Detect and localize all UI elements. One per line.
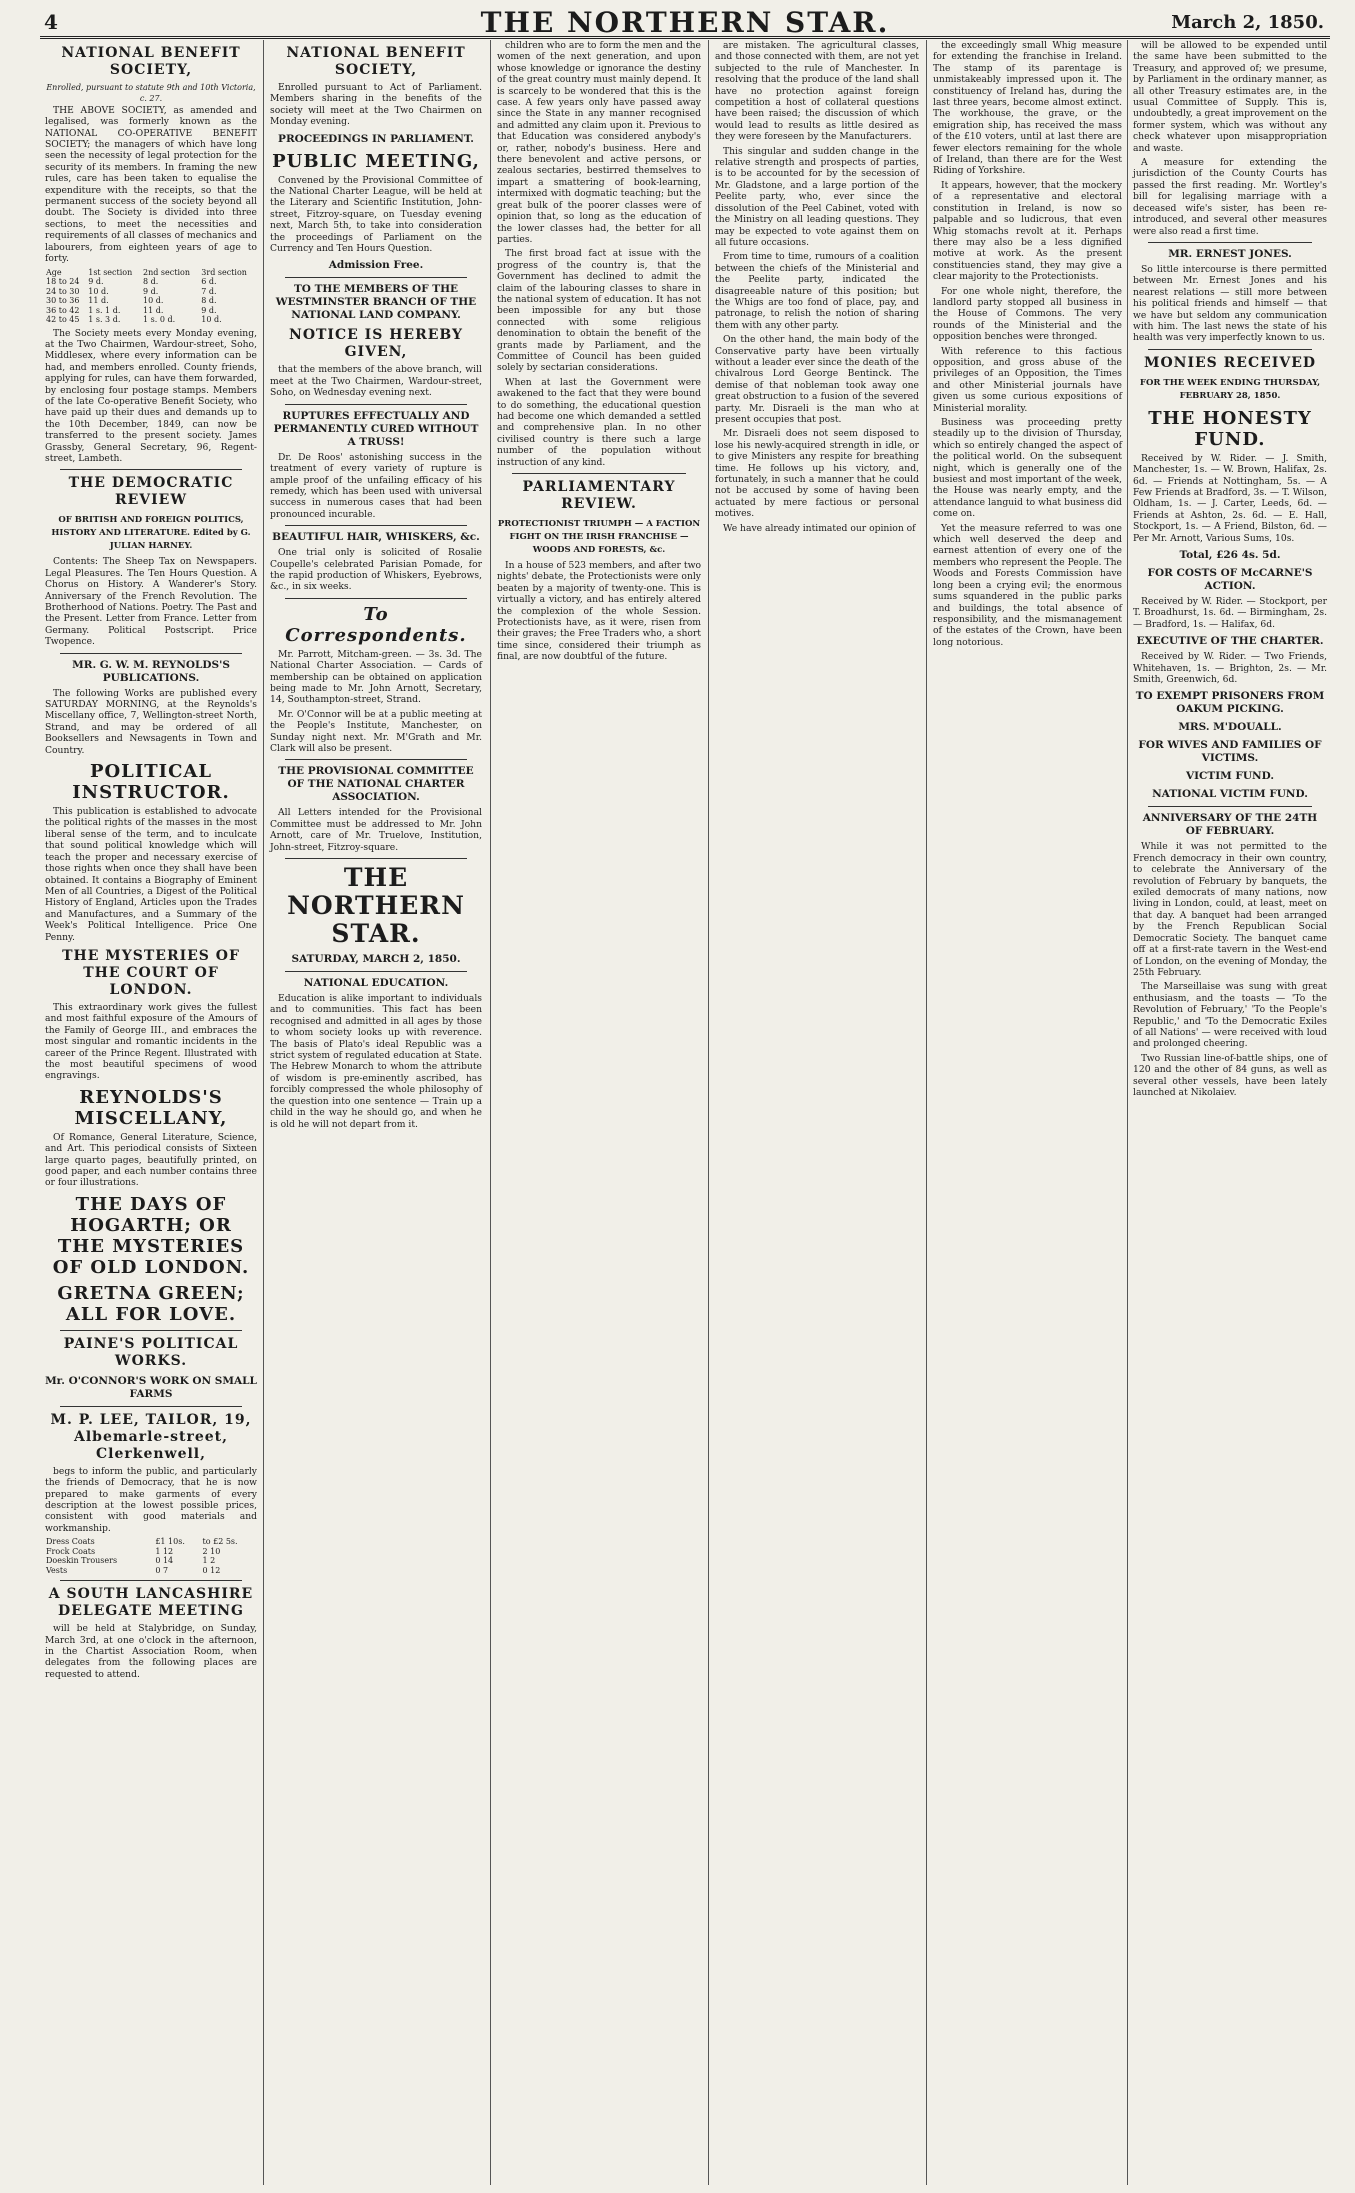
col6-text-end: Two Russian line-of-battle ships, one of 120 and the other of 84 guns, as well as several other vessels, have been lately launched at Nikolaiev.	[1133, 1052, 1327, 1098]
dh-title: THE DAYS OF HOGARTH; OR THE MYSTERIES OF OLD LONDON.	[52, 1193, 250, 1278]
nb-body-2: The Society meets every Monday evening, at the Two Chairmen, Wardour-street, Soho, Middlesex, where every information can be had, and members enrolled. County friends, applying for rules, can have them forwarded, by enclosing four postage stamps. Members of the late Co-operative Benefit Society, who have paid up their dues and demands up to the 10th December, 1849, can now be transferred to the present society. James Grassby, General Secretary, 96, Regent-street, Lambeth.	[45, 327, 257, 464]
rm-text: Of Romance, General Literature, Science, and Art. This periodical consists of Sixteen large quarto pages, beautifully printed, on good paper, and each number contains three or four illustrations.	[45, 1131, 257, 1189]
col3-text-2: The first broad fact at issue with the progress of the country is, that the Government has declined to admit the claim of the labouring classes to share in the national system of education. It has not been impossible for any but those connected with some religious denomination to obtain the benefit of the grants made by Parliament, and the Committee of Council has been guided solely by sectarian considerations.	[497, 248, 701, 374]
table-row: 30 to 36 11 d. 10 d. 8 d.	[46, 296, 217, 305]
price-table	[45, 1537, 257, 1575]
exec-text: Received by W. Rider. — Two Friends, Whitehaven, 1s. — Brighton, 2s. — Mr. Smith, Greenwich, 6d.	[1133, 651, 1327, 686]
table-row: 36 to 42 1 s. 1 d. 11 d. 9 d.	[46, 305, 217, 315]
col4-text-1: are mistaken. The agricultural classes, and those connected with them, are not yet subjected to the rule of Manchester. In resolving that the produce of the land shall have no protection against foreign competition a host of collateral questions have been raised; the discussion of which would lead to results as little desired as they were foreseen by the Manufacturers.	[715, 40, 919, 143]
corr-title: To Correspondents.	[285, 603, 467, 646]
lee-text: begs to inform the public, and particularly the friends of Democracy, that he is now prepared to make garments of every description at the lowest possible prices, consistent with good materials and workmanship.	[45, 1465, 257, 1534]
oconnor-title: Mr. O'CONNOR'S WORK ON SMALL FARMS	[45, 1374, 257, 1400]
column-6	[1130, 40, 1330, 2185]
col4-text-3: From time to time, rumours of a coalition between the chiefs of the Ministerial and the Peelite party, indicated the disagreeable nature of this position; but the Whigs are too fond of place, pay, and patronage, to relish the notion of sharing them with any other party.	[715, 251, 919, 331]
column-1	[42, 40, 260, 2185]
oakum-title: TO EXEMPT PRISONERS FROM OAKUM PICKING.	[1135, 690, 1325, 716]
costs-text: Received by W. Rider. — Stockport, per T. Broadhurst, 1s. 6d. — Birmingham, 2s. — Bradford, 1s. — Halifax, 6d.	[1133, 596, 1327, 630]
notice-text: that the members of the above branch, will meet at the Two Chairmen, Wardour-street, Soho, on Wednesday evening next.	[270, 364, 482, 399]
costs-title: FOR COSTS OF McCARNE'S ACTION.	[1147, 567, 1313, 592]
col5-text-2: It appears, however, that the mockery of a representative and electoral constitution in Ireland, is now so palpable and so ludicrous, that even Whig stomachs revolt at it. Perhaps there may also be a less dignified motive at work. As the present constituencies stand, they may give a clear majority to the Protectionists.	[933, 179, 1122, 283]
mc-text: This extraordinary work gives the fullest and most faithful exposure of the Amours of the Family of George III., and embraces the most singular and romantic incidents in the career of the Prince Regent. Illustrated with the most beautiful specimens of wood engravings.	[45, 1001, 257, 1082]
nbs2-title: NATIONAL BENEFIT SOCIETY,	[286, 45, 466, 78]
dr-title: THE DEMOCRATIC REVIEW	[68, 475, 234, 509]
col6-text-2: A measure for extending the jurisdiction of the County Courts has passed the first reading. Mr. Wortley's bill for legalising marriage with a deceased wife's sister, has been re-introduced, and several other measures were also read a first time.	[1133, 157, 1327, 237]
column-5	[930, 40, 1125, 2185]
ne-text: Education is alike important to individuals and to communities. This fact has been recognised and admitted in all ages by those to whom society looks up with reverence. The basis of Plato's ideal Republic was a strict system of regulated education at State. The Hebrew Monarch to whom the attribute of wisdom is pre-eminently ascribed, has forcibly compressed the whole philosophy of the question into one sentence — Train up a child in the way he should go, and when he is old he will not depart from it.	[270, 993, 482, 1130]
corr-text: Mr. Parrott, Mitcham-green. — 3s. 3d. The National Charter Association. — Cards of membership can be obtained on application being made to Mr. John Arnott, Secretary, 14, Southampton-street, Strand.	[270, 648, 482, 706]
mc-title: THE MYSTERIES OF THE COURT OF LONDON.	[62, 947, 240, 998]
exec-title: EXECUTIVE OF THE CHARTER.	[1136, 635, 1324, 648]
hf-text: Received by W. Rider. — J. Smith, Manchester, 1s. — W. Brown, Halifax, 2s. 6d. — Friends at Nottingham, 5s. — A Few Friends at Bradford, 3s. — T. Wilson, Oldham, 1s. — J. Carter, Leeds, 6d. — Friends at Ashton, 2s. 6d. — E. Hall, Stockport, 1s. — A Friend, Bilston, 6d. — Per Mr. Arnott, Various Sums, 10s.	[1133, 452, 1327, 544]
prov-title: THE PROVISIONAL COMMITTEE OF THE NATIONAL CHARTER ASSOCIATION.	[278, 765, 474, 804]
bald-title: BEAUTIFUL HAIR, WHISKERS, &c.	[272, 531, 480, 544]
nvf-title: NATIONAL VICTIM FUND.	[1152, 788, 1308, 801]
je-title: MR. ERNEST JONES.	[1168, 247, 1292, 260]
ns-date: SATURDAY, MARCH 2, 1850.	[291, 953, 461, 966]
newspaper-title: THE NORTHERN STAR.	[480, 6, 890, 39]
wj-title: FOR WIVES AND FAMILIES OF VICTIMS.	[1138, 739, 1322, 765]
table-row: Doeskin Trousers 0 14 1 2	[46, 1556, 216, 1566]
issue-date: March 2, 1850.	[1171, 12, 1324, 33]
col5-text-6: Yet the measure referred to was one which well deserved the deep and earnest attention of every one of the members who represent the People. The Woods and Forests Commission have long been a crying evil; the enormous sums squandered in the public parks and buildings, the total absence of responsibility, and the mismanagement of the estates of the Crown, have been long notorious.	[933, 522, 1122, 648]
pi-text: This publication is established to advocate the political rights of the masses in the most liberal sense of the term, and to inculcate that sound political knowledge which will teach the proper and necessary exercise of those rights when once they shall have been obtained. It contains a Biography of Eminent Men of all Countries, a Digest of the Political History of England, Articles upon the Trades and Manufactures, and a Summary of the Week's Political Intelligence. Price One Penny.	[45, 806, 257, 943]
col5-text-1: the exceedingly small Whig measure for extending the franchise in Ireland. The stamp of its parentage is unmistakeably impressed upon it. The constituency of Ireland has, during the last three years, become almost extinct. The workhouse, the grave, or the emigration ship, has received the mass of the £10 voters, until at last there are fewer electors remaining for the whole of Ireland, than there are for the West Riding of Yorkshire.	[933, 40, 1122, 177]
table-row: 42 to 45 1 s. 3 d. 1 s. 0 d. 10 d.	[46, 315, 222, 324]
col6-text-1: will be allowed to be expended until the same have been submitted to the Treasury, and approved of; we presume, by Parliament in the ordinary manner, as all other Treasury estimates are, in the usual Committee of Supply. This is, undoubtedly, a great improvement on the former system, which was without any check whatever upon misappropriation and waste.	[1133, 40, 1327, 154]
hf-title: THE HONESTY FUND.	[1148, 407, 1312, 450]
table-row: Vests 0 7 0 12	[46, 1565, 221, 1575]
col5-text-4: With reference to this factious opposition, and gross abuse of the privileges of an Opposition, the Times and other Ministerial journals have given us some curious expositions of Ministerial morality.	[933, 345, 1122, 414]
mdouall-title: MRS. M'DOUALL.	[1178, 721, 1282, 734]
lee-title: M. P. LEE, TAILOR, 19, Albemarle-street, Clerkenwell,	[50, 1411, 252, 1462]
pi-title: POLITICAL INSTRUCTOR.	[72, 761, 230, 804]
column-4	[712, 40, 922, 2185]
mr-sub: FOR THE WEEK ENDING THURSDAY, FEBRUARY 28, 1850.	[1139, 377, 1321, 401]
gwm-title: MR. G. W. M. REYNOLDS'S PUBLICATIONS.	[72, 658, 230, 684]
paine-title: PAINE'S POLITICAL WORKS.	[63, 1335, 239, 1369]
column-2	[267, 40, 485, 2185]
ne-title: NATIONAL EDUCATION.	[303, 977, 449, 990]
col5-text-5: Business was proceeding pretty steadily up to the division of Thursday, which so entirely changed the aspect of the political world. On the subsequent night, which is generally one of the busiest and most important of the week, the House was nearly empty, and the attendance languid to what business did come on.	[933, 417, 1122, 520]
pp-title: PROCEEDINGS IN PARLIAMENT.	[278, 132, 474, 145]
je-text: So little intercourse is there permitted between Mr. Ernest Jones and his nearest relations — still more between his political friends and himself — that we have but seldom any communication with him. The last news the state of his health was very imperfectly known to us.	[1133, 263, 1327, 344]
col3-text-3: When at last the Government were awakened to the fact that they were bound to do something, the educational question had become one which demanded a settled and comprehensive plan. In no other civilised country is there such a large number of the population without instruction of any kind.	[497, 376, 701, 468]
table-row: 18 to 24 9 d. 8 d. 6 d.	[46, 277, 217, 286]
gg-title: GRETNA GREEN; ALL FOR LOVE.	[57, 1282, 245, 1325]
nb-subtitle: Enrolled, pursuant to statute 9th and 10th Victoria, c. 27.	[46, 83, 256, 104]
notice-title: NOTICE IS HEREBY GIVEN,	[289, 327, 463, 361]
pm-title: PUBLIC MEETING,	[272, 150, 480, 172]
dr-text: Contents: The Sheep Tax on Newspapers. Legal Pleasures. The Ten Hours Question. A Chorus on History. A Wanderer's Story. Anniversary of the French Revolution. The Brotherhood of Nations. Poetry. The Past and the Present. Letter from France. Letter from Germany. Political Postscript. Price Twopence.	[45, 556, 257, 648]
pr-title: PARLIAMENTARY REVIEW.	[522, 479, 676, 513]
ns-title: THE NORTHERN STAR.	[287, 863, 465, 949]
table-row: 24 to 30 10 d. 9 d. 7 d.	[46, 286, 217, 296]
dr-sub: OF BRITISH AND FOREIGN POLITICS, HISTORY AND LITERATURE. Edited by G. JULIAN HARNEY.	[51, 515, 251, 552]
page-number: 4	[44, 10, 58, 34]
col4-text-5: Mr. Disraeli does not seem disposed to lose his newly-acquired strength in idle, or to give Ministers any respite for breathing time. He follows up his victory, and, fortunately, in such a manner that he could not be accused by some of having been actuated by mere factious or personal motives.	[715, 428, 919, 520]
bald-text: One trial only is solicited of Rosalie Coupelle's celebrated Parisian Pomade, for the rapid production of Whiskers, Eyebrows, &c., in six weeks.	[270, 547, 482, 593]
nbs2-text: Enrolled pursuant to Act of Parliament. Members sharing in the benefits of the society will meet at the Two Chairmen on Monday evening.	[270, 82, 482, 128]
col4-text-2: This singular and sudden change in the relative strength and prospects of parties, is to be accounted for by the secession of Mr. Gladstone, and a large portion of the Peelite party, who, ever since the dissolution of the Peel Cabinet, voted with the Ministry on all leading questions. They may be expected to vote against them on all future occasions.	[715, 145, 919, 248]
table-row: Age 1st section 2nd section 3rd section	[46, 267, 247, 277]
masthead	[40, 6, 1330, 39]
col5-text-3: For one whole night, therefore, the landlord party stopped all business in the House of Commons. The very rounds of the Ministerial and the opposition benches were thronged.	[933, 285, 1122, 343]
nb-title: NATIONAL BENEFIT SOCIETY,	[61, 45, 241, 78]
hf-total: Total, £26 4s. 5d.	[1179, 549, 1281, 561]
column-3	[494, 40, 704, 2185]
corr-text-2: Mr. O'Connor will be at a public meeting at the People's Institute, Manchester, on Sunday night next. Mr. M'Grath and Mr. Clark will also be present.	[270, 708, 482, 754]
rupture-title: RUPTURES EFFECTUALLY AND PERMANENTLY CURED WITHOUT A TRUSS!	[273, 409, 479, 448]
prov-text: All Letters intended for the Provisional Committee must be addressed to Mr. John Arnott, care of Mr. Truelove, Institution, John-street, Fitzroy-square.	[270, 807, 482, 853]
pm-text: Convened by the Provisional Committee of the National Charter League, will be held at the Literary and Scientific Institution, John-street, Fitzroy-square, on Tuesday evening next, March 5th, to take into consideration the proceedings of Parliament on the Currency and Ten Hours Question.	[270, 174, 482, 255]
lanc-text: will be held at Stalybridge, on Sunday, March 3rd, at one o'clock in the afternoon, in the Chartist Association Room, when delegates from the following places are requested to attend.	[45, 1623, 257, 1680]
pr-text: In a house of 523 members, and after two nights' debate, the Protectionists were only beaten by a majority of twenty-one. This is virtually a victory, and has entirely altered the complexion of the whole Session. Protectionists have, as it were, risen from their graves; the Free Traders who, a short time since, considered their triumph as final, are now doubtful of the future.	[497, 560, 701, 663]
table-row: Dress Coats £1 10s. to £2 5s.	[46, 1537, 238, 1547]
ann-text: While it was not permitted to the French democracy in their own country, to celebrate the Anniversary of the revolution of February by banquets, the exiled democrats of many nations, now living in London, could, at least, meet on that day. A banquet had been arranged by the French Republican Social Democratic Society. The banquet came off at a first-rate tavern in the West-end of London, on the evening of Monday, the 25th February.	[1133, 841, 1327, 978]
vf-title: VICTIM FUND.	[1185, 770, 1274, 783]
table-row: Frock Coats 1 12 2 10	[46, 1546, 221, 1556]
gwm-text: The following Works are published every SATURDAY MORNING, at the Reynolds's Miscellany office, 7, Wellington-street North, Strand, and may be ordered of all Booksellers and Newsagents in Town and Country.	[45, 687, 257, 756]
ncl-title: TO THE MEMBERS OF THE WESTMINSTER BRANCH OF THE NATIONAL LAND COMPANY.	[275, 283, 477, 322]
nb-body: THE ABOVE SOCIETY, as amended and legalised, was formerly known as the NATIONAL CO-OPERATIVE BENEFIT SOCIETY; the managers of which have long seen the necessity of legal protection for the security of its members. In framing the new rules, care has been taken to equalise the expenditure with the receipts, so that the permanent success of the society beyond all doubt. The Society is divided into three sections, to meet the necessities and requirements of all classes of mechanics and labourers, from eighteen years of age to forty.	[45, 104, 257, 265]
col4-text-6: We have already intimated our opinion of	[723, 522, 916, 534]
mr-title: MONIES RECEIVED	[1143, 354, 1317, 371]
pr-sub: PROTECTIONIST TRIUMPH — A FACTION FIGHT ON THE IRISH FRANCHISE — WOODS AND FORESTS, &c.	[497, 519, 701, 556]
rm-title: REYNOLDS'S MISCELLANY,	[74, 1086, 228, 1129]
contribution-table	[45, 268, 257, 325]
ann-title: ANNIVERSARY OF THE 24TH OF FEBRUARY.	[1142, 812, 1318, 838]
col3-text-1: children who are to form the men and the women of the next generation, and upon whose knowledge or ignorance the destiny of the great country must mainly depend. It is scarcely to be wondered that this is the case. A few years only have passed away since the State in any manner recognised and admitted any claim upon it. Previous to that Education was considered anybody's or, rather, nobody's business. Here and there benevolent and active persons, or zealous sectaries, bestirred themselves to impart a smattering of book-learning, intermixed with dogmatic teaching; but the great bulk of the poorer classes were of opinion that, so long as the education of the lower classes had, the better for all parties.	[497, 40, 701, 245]
col4-text-4: On the other hand, the main body of the Conservative party have been virtually without a leader ever since the death of the chivalrous Lord George Bentinck. The demise of that nobleman took away one great obstruction to a fusion of the severed party. Mr. Disraeli is the man who at present occupies that post.	[715, 334, 919, 425]
rupture-text: Dr. De Roos' astonishing success in the treatment of every variety of rupture is ample proof of the unfailing efficacy of his remedy, which has been used with universal success in numerous cases that had been pronounced incurable.	[270, 451, 482, 520]
lanc-title: A SOUTH LANCASHIRE DELEGATE MEETING	[48, 1586, 254, 1620]
ann-text-2: The Marseillaise was sung with great enthusiasm, and the toasts — 'To the Revolution of February,' 'To the People's Republic,' and 'To the Democratic Exiles of all Nations' — were received with loud and prolonged cheering.	[1133, 981, 1327, 1050]
pm-chair: Admission Free.	[328, 259, 424, 272]
